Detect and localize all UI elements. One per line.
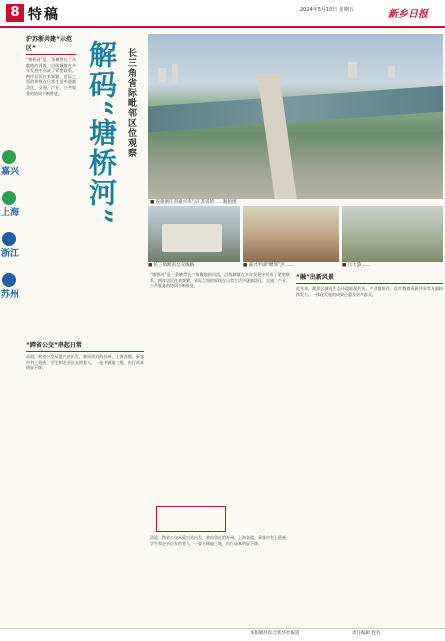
column-left-bottom xyxy=(26,340,144,625)
building xyxy=(158,68,166,82)
section-body: “塘桥河”是一条横贯长三角腹地的河流，沿线城镇在多年发展中形成了紧密联系。两岸居民往来频繁，省际之间的界线在日常生活中逐渐淡化，交通、产业、公共服务的协同不断推进。 xyxy=(150,272,290,289)
side-icon-strip xyxy=(0,148,24,300)
main-aerial-photo xyxy=(148,34,443,199)
photo-c-caption: ■ 江上游…… xyxy=(342,263,371,268)
subsection-box xyxy=(156,506,226,532)
town-photo xyxy=(243,206,339,262)
column-middle xyxy=(150,272,290,500)
river xyxy=(148,86,443,133)
bus xyxy=(162,224,222,252)
section-title: 特稿 xyxy=(28,7,60,23)
section-heading: 沪苏浙共建“示范区” xyxy=(26,36,72,52)
building xyxy=(388,66,395,78)
section-body: “塘桥河”是一条横贯长三角腹地的河流，沿线城镇在多年发展中形成了紧密联系。两岸居民往来频繁，省际之间的界线在日常生活中逐渐淡化，交通、产业、公共服务的协同不断推进。 xyxy=(26,57,76,96)
headline: 解码“塘桥河” xyxy=(85,40,118,227)
subheadline: 长三角省际毗邻区位观察 xyxy=(126,48,136,158)
main-photo-caption: ■ 连接浙江省嘉兴市与江苏省的……航拍图 xyxy=(150,200,237,205)
bus-photo xyxy=(148,206,240,262)
publication-logo: 新乡日报 xyxy=(388,9,428,20)
divider xyxy=(26,54,76,55)
side-icon-label: 上海 xyxy=(1,208,20,218)
wechat-icon xyxy=(2,150,16,164)
building xyxy=(348,62,357,78)
issue-date: 2024年5月10日 星期五 xyxy=(300,7,354,13)
weibo-icon xyxy=(2,273,16,287)
masthead xyxy=(0,0,445,28)
section-body: 清晨，跨省公交从嘉兴站出发，驶向邻近的苏州、上海各镇。乘客中有上班族、学生和走亲访友的老人，一张卡刷遍三地，出行成本明显下降。 xyxy=(26,354,144,371)
divider xyxy=(26,351,144,352)
wechat-icon xyxy=(2,191,16,205)
section-heading: “融”出新风景 xyxy=(296,274,334,281)
divider xyxy=(296,283,443,284)
section-heading: “跨省公交”串起日常 xyxy=(26,342,82,349)
side-icon-item xyxy=(0,232,24,259)
river-photo xyxy=(342,206,443,262)
weibo-icon xyxy=(2,232,16,246)
editor-credit: 责任编辑 姓名 xyxy=(352,631,381,636)
side-icon-label: 苏州 xyxy=(1,290,20,300)
column-right xyxy=(296,272,443,622)
side-icon-item xyxy=(0,273,24,300)
section-body: 近年来，毗邻区域在生态环境联保共治、产业链协作、医疗教育资源共享等方面持续发力，一体化发展的成果正惠及更多群众。 xyxy=(296,286,443,297)
section-body: 清晨，跨省公交从嘉兴站出发，驶向邻近的苏州、上海各镇。乘客中有上班族、学生和走亲访友的老人，一张卡刷遍三地，出行成本明显下降。 xyxy=(150,535,290,546)
side-icon-item xyxy=(0,191,24,218)
photo-a-caption: ■ 长三角跨省公交线路 xyxy=(148,263,195,268)
photo-b-caption: ■ 嘉兴平湖“毗邻”区…… xyxy=(243,263,294,268)
side-icon-label: 嘉兴 xyxy=(1,167,20,177)
source-note: 本版稿件综合新华社报道 xyxy=(250,631,300,636)
side-icon-label: 浙江 xyxy=(1,249,20,259)
building xyxy=(172,64,178,82)
column-middle-bottom xyxy=(150,535,290,623)
bridge xyxy=(257,74,297,199)
page-number: 8 xyxy=(6,4,24,22)
side-icon-item xyxy=(0,150,24,177)
column-left-top xyxy=(26,34,76,334)
